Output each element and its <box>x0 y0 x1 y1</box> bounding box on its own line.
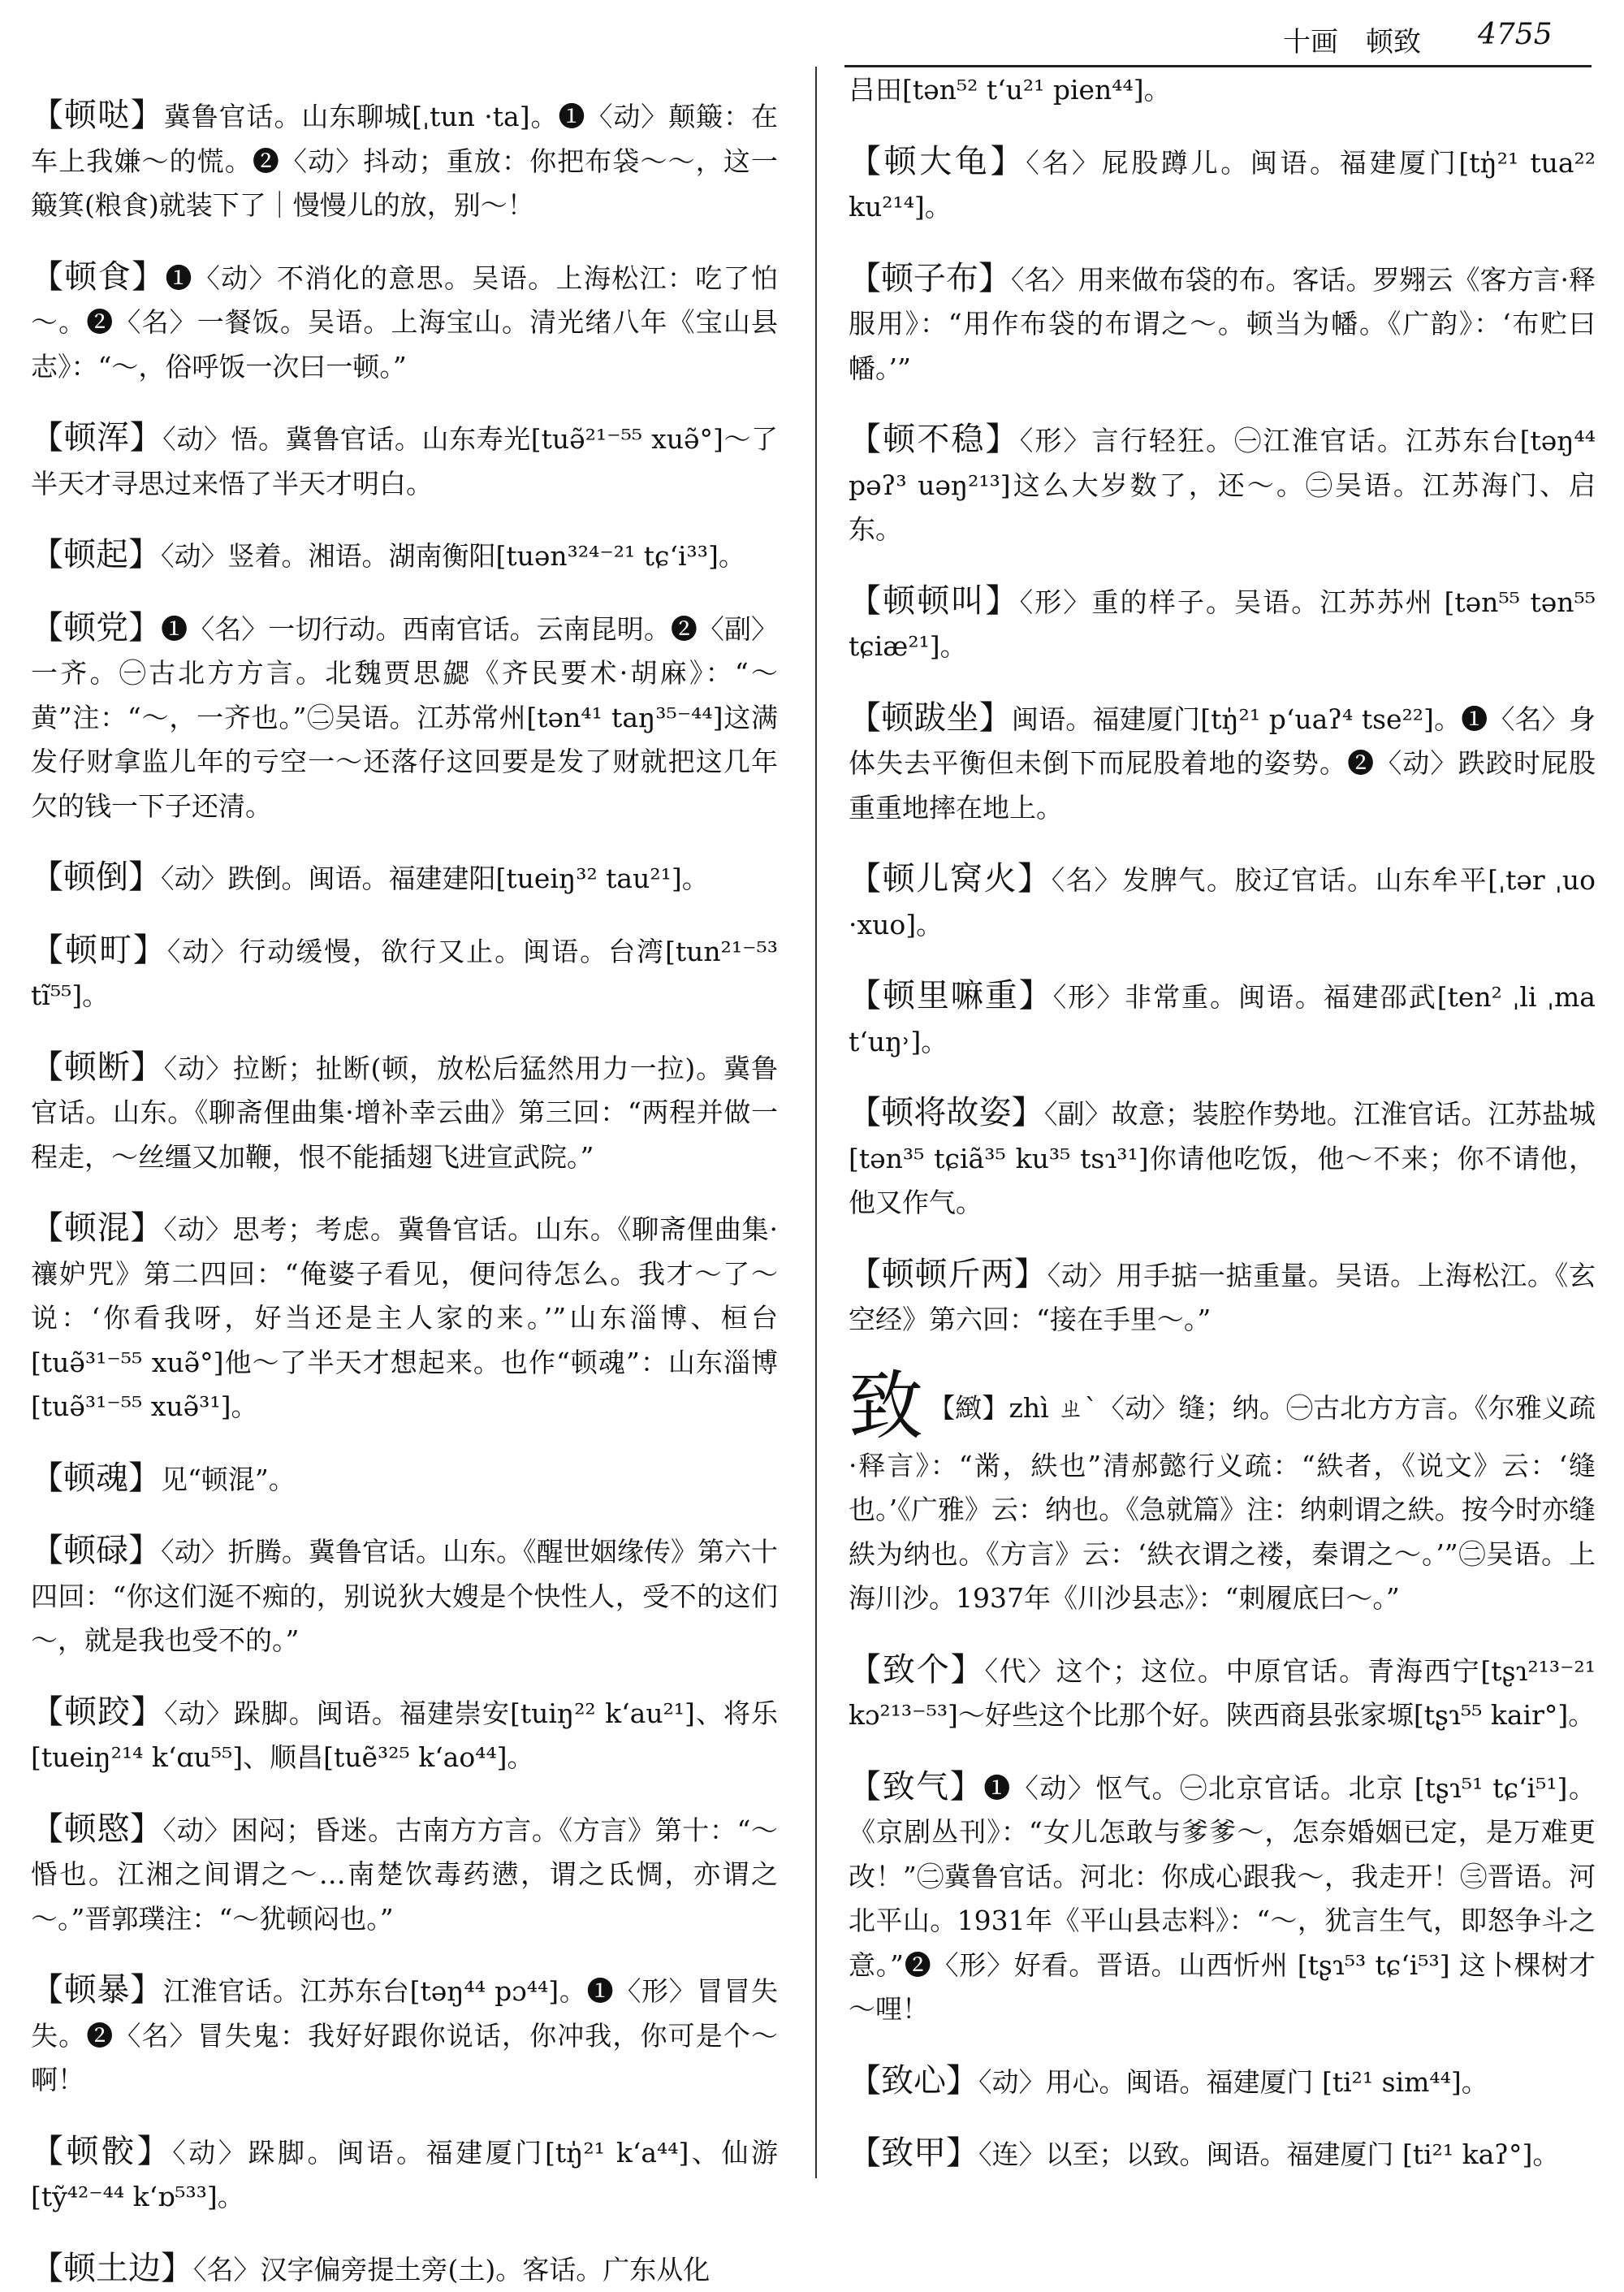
dictionary-entry <box>31 255 778 390</box>
dictionary-entry <box>31 1690 778 1780</box>
dictionary-entry-continuation <box>849 67 1596 113</box>
entry-definition: 江淮官话。江苏东台[təŋ⁴⁴ pɔ⁴⁴]。❶〈形〉冒冒失失。❷〈名〉冒失鬼：我好好跟你说话，你冲我，你可是个～啊！ <box>31 1975 778 2095</box>
entry-definition: 〈形〉非常重。闽语。福建邵武[ten² ˌli ˌma tʻuŋ˒]。 <box>849 981 1596 1057</box>
page-header <box>844 11 1592 60</box>
entry-definition: 〈动〉拉断；扯断(顿，放松后猛然用力一拉)。冀鲁官话。山东。《聊斋俚曲集·增补幸云曲》第三回：“两程并做一程走，～丝缰又加鞭，恨不能插翅飞进宣武院。” <box>31 1053 778 1173</box>
entry-headword: 【顿党】 <box>31 609 161 647</box>
dictionary-entry <box>849 696 1596 831</box>
section-title: 十画 顿致 <box>1283 19 1421 59</box>
right-column <box>849 67 1596 2178</box>
entry-definition: 〈名〉用来做布袋的布。客话。罗翙云《客方言·释服用》：“用作布袋的布谓之～。顿当为幡。《广韵》：‘布贮曰幡。’” <box>849 264 1596 384</box>
entry-headword: 【顿里嘛重】 <box>849 977 1053 1014</box>
dictionary-entry <box>31 533 778 579</box>
entry-headword: 【顿儿窝火】 <box>849 860 1052 897</box>
entry-headword: 【致个】 <box>849 1651 984 1689</box>
entry-definition: 〈动〉折腾。冀鲁官话。山东。《醒世姻缘传》第六十四回：“你这们涎不痴的，别说狄大嫂是个快性人，受不的这们～，就是我也受不的。” <box>31 1536 778 1656</box>
entry-headword: 【顿魂】 <box>31 1460 161 1497</box>
dictionary-entry <box>31 1529 778 1663</box>
entry-headword: 【顿顿斤两】 <box>849 1256 1047 1293</box>
entry-headword: 【顿骹】 <box>31 2133 172 2170</box>
dictionary-entry <box>31 1206 778 1429</box>
entry-headword: 【顿跤】 <box>31 1693 164 1731</box>
entry-headword: 【顿混】 <box>31 1209 163 1247</box>
entry-headword: 【顿断】 <box>31 1049 164 1086</box>
entry-headword: 【顿起】 <box>31 536 161 573</box>
entry-headword: 【顿倒】 <box>31 858 161 896</box>
entry-headword: 【顿暴】 <box>31 1971 163 2009</box>
dictionary-entry <box>31 1045 778 1180</box>
dictionary-entry <box>849 1091 1596 1226</box>
dictionary-entry <box>849 1252 1596 1343</box>
dictionary-entry <box>31 928 778 1018</box>
dictionary-entry <box>31 93 778 228</box>
entry-headword: 【顿食】 <box>31 258 165 296</box>
dictionary-entry <box>849 579 1596 669</box>
entry-definition: 〈形〉言行轻狂。㊀江淮官话。江苏东台[təŋ⁴⁴ pəʔ³ uəŋ²¹³]这么大岁数了，还～。㊁吴语。江苏海门、启东。 <box>849 425 1596 545</box>
entry-definition: 〈动〉跺脚。闽语。福建崇安[tuiŋ²² kʻau²¹]、将乐[tueiŋ²¹⁴ kʻɑu⁵⁵]、顺昌[tuẽ³²⁵ kʻao⁴⁴]。 <box>31 1697 778 1774</box>
entry-definition: 冀鲁官话。山东聊城[ˌtun ·ta]。❶〈动〉颠簸：在车上我嫌～的慌。❷〈动〉抖动；重放：你把布袋～～，这一簸箕(粮食)就装下了｜慢慢儿的放，别～！ <box>31 101 778 221</box>
entry-headword: 【致心】 <box>849 2062 978 2100</box>
entry-headword: 【顿不稳】 <box>849 421 1020 458</box>
entry-headword: 【顿跋坐】 <box>849 699 1012 737</box>
dictionary-entry <box>849 1765 1596 2032</box>
dictionary-entry <box>849 857 1596 947</box>
entry-definition: 见“顿混”。 <box>161 1464 296 1495</box>
dictionary-entry <box>849 2131 1596 2177</box>
entry-definition: 闽语。福建厦门[tŋ̍²¹ pʻuaʔ⁴ tse²²]。❶〈名〉身体失去平衡但未倒下而屁股着地的姿势。❷〈动〉跌跤时屁股重重地摔在地上。 <box>849 703 1596 824</box>
entry-headword: 【致甲】 <box>849 2134 978 2172</box>
entry-definition: 〈动〉思考；考虑。冀鲁官话。山东。《聊斋俚曲集·禳妒咒》第二四回：“俺婆子看见，便问待怎么。我才～了～说：‘你看我呀，好当还是主人家的来。’”山东淄博、桓台[tuə̃³¹⁻⁵⁵ xuə̃°]他～了半天才想起来。也作“顿魂”：山东淄博[tuə̃³¹⁻⁵⁵ xuə̃³¹]。 <box>31 1213 778 1422</box>
entry-definition: 【緻】zhì ㄓˋ〈动〉缝；纳。㊀古北方方言。《尔雅义疏·释言》：“黹，紩也”清郝懿行义疏：“紩者，《说文》云：‘缝也。’《广雅》云：纳也。《急就篇》注：纳刺谓之紩。按今时亦缝紩为纳也。《方言》云：‘紩衣谓之褛，秦谓之～。’”㊁吴语。上海川沙。1937年《川沙县志》：“刺履底曰～。” <box>849 1392 1596 1615</box>
dictionary-entry <box>849 140 1596 230</box>
entry-definition: 吕田[tən⁵² tʻu²¹ pien⁴⁴]。 <box>849 74 1171 106</box>
entry-definition: ❶〈名〉一切行动。西南官话。云南昆明。❷〈副〉一齐。㊀古北方方言。北魏贾思勰《齐民要术·胡麻》：“～黄”注：“～，一齐也。”㊁吴语。江苏常州[tən⁴¹ taŋ³⁵⁻⁴⁴]这满发仔财拿监儿年的亏空一～还落仔这回要是发了财就把这几年欠的钱一下子还清。 <box>31 613 778 822</box>
entry-definition: 〈动〉悟。冀鲁官话。山东寿光[tuə̃²¹⁻⁵⁵ xuə̃°]～了半天才寻思过来悟了半天才明白。 <box>31 423 778 499</box>
entry-definition: ❶〈动〉怄气。㊀北京官话。北京 [tʂɿ⁵¹ tɕʻi⁵¹]。《京剧丛刊》：“女儿怎敢与爹爹～，怎奈婚姻已定，是万难更改！”㊁冀鲁官话。河北：你成心跟我～，我走开！㊂晋语。河北平山。1931年《平山县志料》：“～，犹言生气，即怒争斗之意。”❷〈形〉好看。晋语。山西忻州 [tʂɿ⁵³ tɕʻi⁵³] 这卜棵树才～哩！ <box>849 1772 1596 2026</box>
dictionary-entry <box>849 1648 1596 1738</box>
dictionary-entry <box>31 2247 778 2292</box>
entry-headword: 【顿顿叫】 <box>849 582 1020 620</box>
entry-definition: 〈动〉行动缓慢，欲行又止。闽语。台湾[tun²¹⁻⁵³ tĩ⁵⁵]。 <box>31 936 778 1012</box>
entry-definition: 〈名〉汉字偏旁提土旁(土)。客话。广东从化 <box>193 2254 710 2286</box>
entry-headword: 【顿大龟】 <box>849 143 1026 180</box>
entry-definition: 〈连〉以至；以致。闽语。福建厦门 [ti²¹ kaʔ°]。 <box>978 2138 1559 2170</box>
dictionary-entry <box>31 1807 778 1942</box>
dictionary-entry <box>31 855 778 902</box>
dictionary-entry <box>849 2059 1596 2105</box>
dictionary-entry <box>849 417 1596 552</box>
entry-definition: ❶〈动〉不消化的意思。吴语。上海松江：吃了怕～。❷〈名〉一餐饭。吴语。上海宝山。清光绪八年《宝山县志》：“～，俗呼饭一次曰一顿。” <box>31 262 778 383</box>
entry-headword: 【顿浑】 <box>31 419 162 456</box>
page-number: 4755 <box>1478 18 1553 51</box>
entry-headword: 【顿哒】 <box>31 97 164 134</box>
head-character-entry <box>849 1369 1596 1621</box>
dictionary-entry <box>31 1456 778 1503</box>
entry-definition: 〈动〉用心。闽语。福建厦门 [ti²¹ sim⁴⁴]。 <box>978 2066 1488 2098</box>
entry-definition: 〈形〉重的样子。吴语。江苏苏州 [tən⁵⁵ tən⁵⁵ tɕiæ²¹]。 <box>849 586 1596 663</box>
entry-headword: 【顿碌】 <box>31 1532 161 1569</box>
entry-headword: 【顿子布】 <box>849 260 1011 297</box>
entry-headword: 【顿愍】 <box>31 1810 163 1848</box>
left-column <box>31 67 778 2178</box>
entry-definition: 〈动〉跺脚。闽语。福建厦门[tŋ̍²¹ kʻa⁴⁴]、仙游[tỹ⁴²⁻⁴⁴ kʻɒ⁵³³]。 <box>31 2137 778 2213</box>
entry-definition: 〈名〉发脾气。胶辽官话。山东牟平[ˌtər ˌuo ·xuo]。 <box>849 864 1596 941</box>
dictionary-entry <box>31 606 778 829</box>
entry-definition: 〈动〉竖着。湘语。湖南衡阳[tuən³²⁴⁻²¹ tɕʻi³³]。 <box>161 540 745 572</box>
entry-headword: 【顿土边】 <box>31 2250 193 2287</box>
entry-headword: 【顿町】 <box>31 932 167 969</box>
dictionary-entry <box>849 257 1596 391</box>
head-character: 致 <box>849 1369 923 1444</box>
dictionary-entry <box>31 2130 778 2220</box>
column-divider <box>815 67 817 2178</box>
entry-definition: 〈副〉故意；装腔作势地。江淮官话。江苏盐城[tən³⁵ tɕiã³⁵ ku³⁵ tsɿ³¹]你请他吃饭，他～不来；你不请他，他又作气。 <box>849 1098 1596 1218</box>
entry-definition: 〈动〉跌倒。闽语。福建建阳[tueiŋ³² tau²¹]。 <box>161 863 709 894</box>
entry-headword: 【致气】 <box>849 1768 983 1805</box>
entry-headword: 【顿将故姿】 <box>849 1094 1044 1131</box>
entry-definition: 〈动〉困闷；昏迷。古南方方言。《方言》第十：“～惛也。江湘之间谓之～…南楚饮毒药懑，谓之氐惆，亦谓之～。”晋郭璞注：“～犹顿闷也。” <box>31 1814 778 1935</box>
entry-definition: 〈代〉这个；这位。中原官话。青海西宁[tʂɿ²¹³⁻²¹ kɔ²¹³⁻⁵³]～好些这个比那个好。陕西商县张家塬[tʂɿ⁵⁵ kair°]。 <box>849 1655 1596 1732</box>
dictionary-entry <box>31 1968 778 2103</box>
entry-definition: 〈动〉用手掂一掂重量。吴语。上海松江。《玄空经》第六回：“接在手里～。” <box>849 1260 1596 1336</box>
entry-definition: 〈名〉屁股蹲儿。闽语。福建厦门[tŋ̍²¹ tua²² ku²¹⁴]。 <box>849 147 1596 223</box>
dictionary-entry <box>31 416 778 506</box>
dictionary-entry <box>849 974 1596 1064</box>
